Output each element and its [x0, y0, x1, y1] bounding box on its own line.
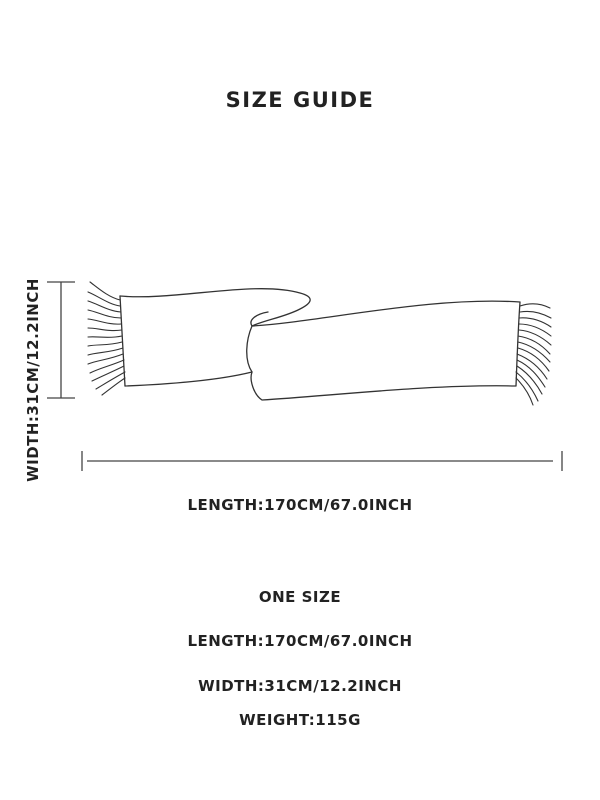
page-title: SIZE GUIDE: [225, 88, 375, 112]
width-dimension-label: WIDTH:31CM/12.2INCH: [24, 278, 42, 482]
width-dimension-line: [47, 282, 75, 398]
length-dimension-label: LENGTH:170CM/67.0INCH: [187, 496, 413, 514]
length-spec: LENGTH:170CM/67.0INCH: [187, 632, 413, 650]
length-dimension-line: [82, 451, 562, 471]
right-fringe: [516, 304, 551, 405]
left-fringe: [88, 282, 125, 395]
one-size-label: ONE SIZE: [258, 588, 342, 606]
scarf-illustration: [88, 282, 551, 405]
weight-spec: WEIGHT:115G: [239, 711, 361, 729]
width-spec: WIDTH:31CM/12.2INCH: [198, 677, 402, 695]
